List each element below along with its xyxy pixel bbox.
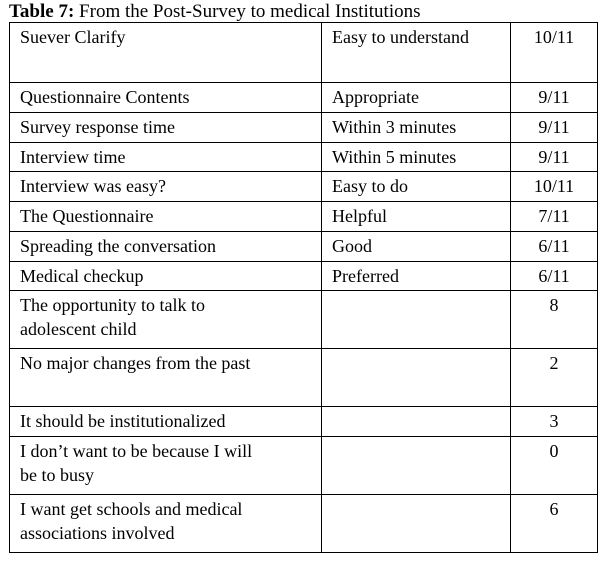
item-line: associations involved [20,523,175,543]
response-cell: Preferred [322,262,511,291]
response-cell [322,291,511,349]
count-cell: 9/11 [511,83,598,113]
table-row [10,407,598,437]
table-row [10,113,598,143]
table-row [10,232,598,262]
response-cell: Appropriate [322,83,511,113]
count-cell: 3 [511,407,598,437]
response-cell [322,437,511,495]
count-cell: 9/11 [511,143,598,172]
count-cell: 6/11 [511,262,598,291]
count-cell: 10/11 [511,23,598,83]
item-cell [10,495,322,553]
item-cell [10,291,322,349]
response-cell: Easy to do [322,172,511,202]
item-cell: The Questionnaire [10,202,322,232]
item-cell: Survey response time [10,113,322,143]
table-row [10,172,598,202]
table-caption [9,1,421,23]
item-line: adolescent child [20,319,137,339]
item-cell: No major changes from the past [10,349,322,407]
table-row [10,349,598,407]
item-line: be to busy [20,465,94,485]
item-line: The opportunity to talk to [20,295,205,315]
item-cell [10,437,322,495]
response-cell [322,349,511,407]
table-caption-label: Table 7: [9,1,75,22]
count-cell: 8 [511,291,598,349]
table-row [10,262,598,291]
count-cell: 7/11 [511,202,598,232]
item-cell: Interview was easy? [10,172,322,202]
count-cell: 0 [511,437,598,495]
table-caption-title: From the Post-Survey to medical Institutions [79,1,421,22]
item-cell: Spreading the conversation [10,232,322,262]
response-cell: Easy to understand [322,23,511,83]
item-cell: Interview time [10,143,322,172]
response-cell: Within 5 minutes [322,143,511,172]
table-row [10,291,598,349]
table-row [10,23,598,83]
count-cell: 9/11 [511,113,598,143]
survey-results-table [9,22,598,553]
item-cell: Questionnaire Contents [10,83,322,113]
response-cell [322,495,511,553]
table-row [10,202,598,232]
response-cell [322,407,511,437]
count-cell: 10/11 [511,172,598,202]
item-line: I don’t want to be because I will [20,441,253,461]
count-cell: 6 [511,495,598,553]
response-cell: Within 3 minutes [322,113,511,143]
item-cell: It should be institutionalized [10,407,322,437]
item-cell: Suever Clarify [10,23,322,83]
table-row [10,495,598,553]
table-row [10,83,598,113]
response-cell: Helpful [322,202,511,232]
item-cell: Medical checkup [10,262,322,291]
count-cell: 2 [511,349,598,407]
response-cell: Good [322,232,511,262]
table-row [10,437,598,495]
table-row [10,143,598,172]
count-cell: 6/11 [511,232,598,262]
item-line: I want get schools and medical [20,499,243,519]
